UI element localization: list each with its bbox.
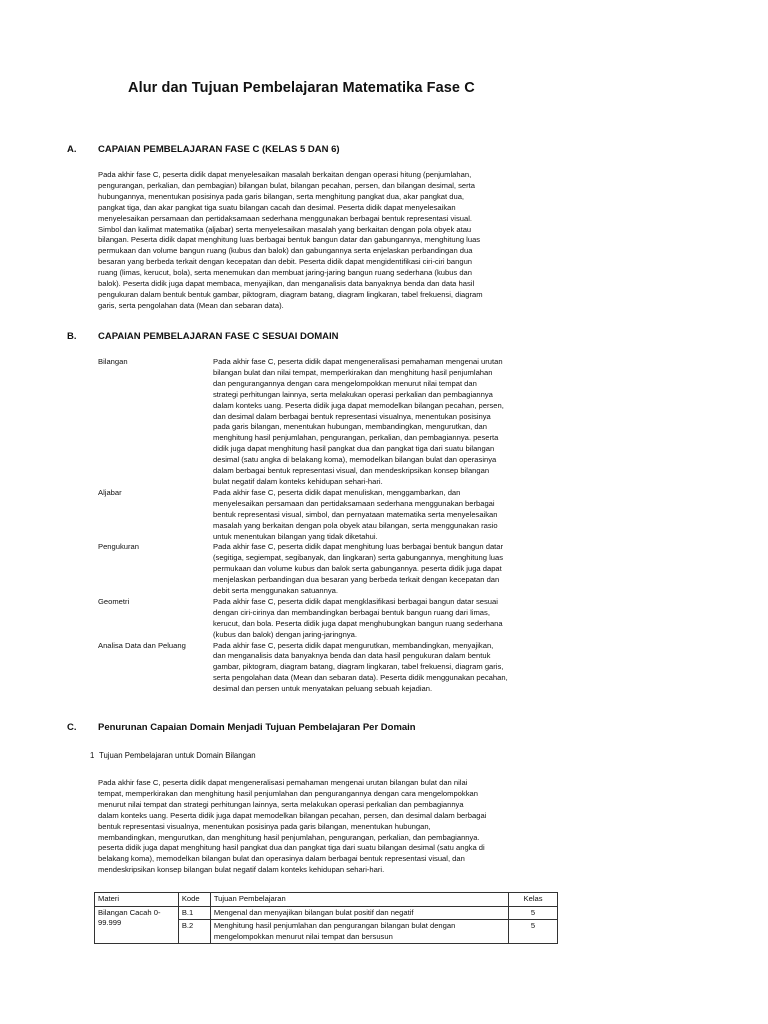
paragraph-line: mendeskripsikan konsep bilangan bulat negatif dalam konteks kehidupan sehari-hari. (98, 865, 385, 875)
domain-line: pada garis bilangan, menentukan hubungan, membandingkan, mengurutkan, dan (213, 422, 487, 432)
domain-line: Pada akhir fase C, peserta didik dapat mengeneralisasi pemahaman mengenai urutan (213, 357, 503, 366)
domain-line: gambar, piktogram, diagram batang, diagram lingkaran, tabel frekuensi, diagram garis, (213, 662, 504, 672)
kelas-cell: 5 (509, 920, 558, 944)
tujuan-cell: Menghitung hasil penjumlahan dan pengurangan bilangan bulat dengan mengelompokkan menurut nilai tempat dan bersusun (210, 920, 508, 944)
section-a-letter: A. (67, 144, 77, 155)
domain-line: bilangan bulat dan nilai tempat, memperkirakan dan menghitung hasil penjumlahan (213, 367, 493, 377)
paragraph-line: belakang koma), memodelkan bilangan bulat dan operasinya dalam berbagai bentuk representasi visual, dan (98, 854, 465, 864)
domain-line: Pada akhir fase C, peserta didik dapat menuliskan, menggambarkan, dan (213, 487, 461, 497)
domain-line: Pada akhir fase C, peserta didik dapat mengklasifikasi berbagai bangun datar sesuai (213, 596, 498, 606)
domain-line: dan menganalisis data banyaknya benda dan data hasil pengukuran dalam bentuk (213, 651, 491, 661)
domain-line: Pada akhir fase C, peserta didik dapat menghitung luas berbagai bentuk bangun datar (213, 542, 504, 552)
paragraph-line: balok). Peserta didik juga dapat membaca, menyajikan, dan menganalisis data banyaknya benda dan data hasil (98, 279, 475, 289)
domain-row-pengukuran (98, 542, 563, 597)
domain-name: Bilangan (98, 357, 128, 366)
domain-line: dalam konteks uang. Peserta didik juga dapat memodelkan bilangan pecahan, persen, (213, 400, 504, 410)
paragraph-line: garis, serta pengolahan data (Mean dan sebaran data). (98, 300, 284, 310)
subsection-label: Tujuan Pembelajaran untuk Domain Bilangan (99, 751, 256, 760)
domain-line: dalam berbagai bentuk representasi visual, dan mendeskripsikan konsep bilangan (213, 466, 490, 476)
domain-description (213, 597, 555, 641)
domain-line: untuk menentukan bilangan yang tidak diketahui. (213, 531, 378, 541)
domain-line: Pada akhir fase C, peserta didik dapat mengurutkan, membandingkan, menyajikan, (213, 640, 494, 650)
domain-line: masalah yang berkaitan dengan pola obyek atau bilangan, serta menggunakan rasio (213, 520, 498, 530)
domain-name: Geometri (98, 596, 130, 606)
paragraph-line: Simbol dan kalimat matematika (aljabar) serta menyelesaikan masalah yang berkaitan dengan pola obyek atau (98, 224, 472, 234)
domain-line: (kubus dan balok) dengan jaring-jaringnya. (213, 629, 357, 639)
domain-line: menghitung hasil penjumlahan, pengurangan, perkalian, dan pembagiannya. peserta (213, 433, 499, 443)
column-header-tujuan: Tujuan Pembelajaran (210, 893, 508, 907)
paragraph-line: dalam konteks uang. Peserta didik juga dapat memodelkan bilangan pecahan, persen, dan desimal dalam berbagai (98, 810, 487, 820)
domain-name: Aljabar (98, 487, 122, 497)
column-header-kode: Kode (178, 893, 210, 907)
column-header-kelas: Kelas (509, 893, 558, 907)
paragraph-line: pengurangan, perkalian, dan pembagian) bilangan bulat, bilangan pecahan, persen, dan bilangan desimal, serta (98, 180, 476, 190)
paragraph-line: Pada akhir fase C, peserta didik dapat mengeneralisasi pemahaman mengenai urutan bilangan bulat dan nilai (98, 778, 468, 787)
section-b-heading: CAPAIAN PEMBELAJARAN FASE C SESUAI DOMAIN (98, 331, 339, 342)
domain-name: Pengukuran (98, 542, 139, 552)
subsection-number: 1 (90, 751, 95, 760)
tujuan-cell: Mengenal dan menyajikan bilangan bulat positif dan negatif (210, 906, 508, 920)
paragraph-line: besaran yang berbeda terkait dengan kecepatan dan debit. Peserta didik dapat mengidentifikasi ciri-ciri bangun (98, 257, 473, 267)
paragraph-line: hubungannya, menentukan posisinya pada garis bilangan, serta menghitung pangkat dua, akar pangkat dua, (98, 191, 465, 201)
materi-cell: Bilangan Cacah 0-99.999 (95, 906, 179, 944)
paragraph-line: peserta didik juga dapat menghitung hasil pangkat dua dan pangkat tiga dari suatu bilangan desimal (satu angka di (98, 843, 485, 853)
paragraph-line: ruang (limas, kerucut, bola), serta menemukan dan membuat jaring-jaring bangun ruang sederhana (kubus dan (98, 268, 472, 278)
domain-line: desimal dan persen untuk menyatakan peluang sebuah kejadian. (213, 684, 433, 694)
domain-line: permukaan dan volume kubus dan balok serta gabungannya. peserta didik juga dapat (213, 564, 502, 574)
domain-description (213, 488, 555, 543)
table-row (95, 906, 558, 920)
paragraph-line: bentuk representasi visualnya, menentukan posisinya pada garis bilangan, menentukan hubungan, (98, 821, 431, 831)
paragraph-line: menurut nilai tempat dan strategi perhitungan lainnya, serta melakukan operasi perkalian dan pembagiannya (98, 799, 464, 809)
domain-line: dan pengurangannya dengan cara mengelompokkan menurut nilai tempat dan (213, 378, 477, 388)
kode-cell: B.2 (178, 920, 210, 944)
kelas-cell: 5 (509, 906, 558, 920)
domain-line: strategi perhitungan lainnya, serta melakukan operasi perkalian dan pembagiannya (213, 389, 493, 399)
domain-line: desimal (satu angka di belakang koma), memodelkan bilangan bulat dan operasinya (213, 455, 497, 465)
domain-description (213, 542, 555, 597)
domain-description (213, 357, 555, 488)
domain-line: (segitiga, segiempat, segibanyak, dan lingkaran) serta gabungannya, menghitung luas (213, 553, 504, 563)
domain-line: serta pengolahan data (Mean dan sebaran data). Peserta didik menggunakan pecahan, (213, 673, 508, 683)
section-b-letter: B. (67, 331, 77, 342)
table-header-row (95, 893, 558, 907)
learning-objectives-table (94, 892, 558, 944)
section-c-letter: C. (67, 722, 77, 733)
domain-line: bulat negatif dalam konteks kehidupan sehari-hari. (213, 476, 383, 486)
paragraph-line: tempat, memperkirakan dan menghitung hasil penjumlahan dan pengurangannya dengan cara mengelompokkan (98, 788, 478, 798)
domain-line: dan desimal dalam berbagai bentuk representasi visualnya, menentukan posisinya (213, 411, 491, 421)
paragraph-line: membandingkan, mengurutkan, dan menghitung hasil penjumlahan, pengurangan, perkalian, dan pembagiannya. (98, 832, 480, 842)
section-a-paragraph (98, 170, 558, 312)
domain-list (98, 357, 563, 695)
domain-row-analisa-data (98, 641, 563, 696)
domain-line: dengan ciri-cirinya dan membandingkan berbagai bentuk bangun ruang dari limas, (213, 607, 490, 617)
section-a-heading: CAPAIAN PEMBELAJARAN FASE C (KELAS 5 DAN 6) (98, 144, 340, 155)
domain-row-aljabar (98, 488, 563, 543)
domain-row-geometri (98, 597, 563, 641)
paragraph-line: bilangan. Peserta didik dapat menghitung luas berbagai bentuk bangun datar dan gabungannya, menghitung luas (98, 235, 481, 245)
paragraph-line: Pada akhir fase C, peserta didik dapat menyelesaikan masalah berkaitan dengan operasi hitung (penjumlahan, (98, 170, 472, 179)
domain-name: Analisa Data dan Peluang (98, 640, 186, 650)
domain-description (213, 641, 555, 696)
paragraph-line: permukaan dan volume bangun ruang (kubus dan balok) dan gabungannya serta enjelaskan perbandingan dua (98, 246, 473, 256)
section-c-heading: Penurunan Capaian Domain Menjadi Tujuan Pembelajaran Per Domain (98, 722, 416, 733)
domain-line: kerucut, dan bola. Peserta didik juga dapat menghubungkan bangun ruang sederhana (213, 618, 503, 628)
domain-line: bentuk representasi visual, simbol, dan pernyataan matematika serta menyelesaikan (213, 509, 498, 519)
kode-cell: B.1 (178, 906, 210, 920)
domain-line: menjelaskan perbandingan dua besaran yang berbeda terkait dengan kecepatan dan (213, 575, 500, 585)
document-title: Alur dan Tujuan Pembelajaran Matematika Fase C (128, 80, 475, 96)
domain-row-bilangan (98, 357, 563, 488)
domain-line: didik juga dapat menghitung hasil pangkat dua dan pangkat tiga dari suatu bilangan (213, 444, 495, 454)
paragraph-line: menyelesaikan persamaan dan pertidaksamaan sederhana menggunakan berbagai bentuk representasi visual. (98, 213, 473, 223)
column-header-materi: Materi (95, 893, 179, 907)
paragraph-line: pengukuran dalam bentuk bentuk gambar, piktogram, diagram batang, diagram lingkaran, tabel frekuensi, diagram (98, 289, 483, 299)
domain-line: debit serta menggunakan satuannya. (213, 586, 338, 596)
domain-line: menyelesaikan persamaan dan pertidaksamaan sederhana menggunakan berbagai (213, 498, 495, 508)
paragraph-line: pangkat tiga, dan akar pangkat tiga suatu bilangan cacah dan desimal. Peserta didik dapat menyelesaikan (98, 202, 456, 212)
section-c-paragraph (98, 778, 560, 876)
